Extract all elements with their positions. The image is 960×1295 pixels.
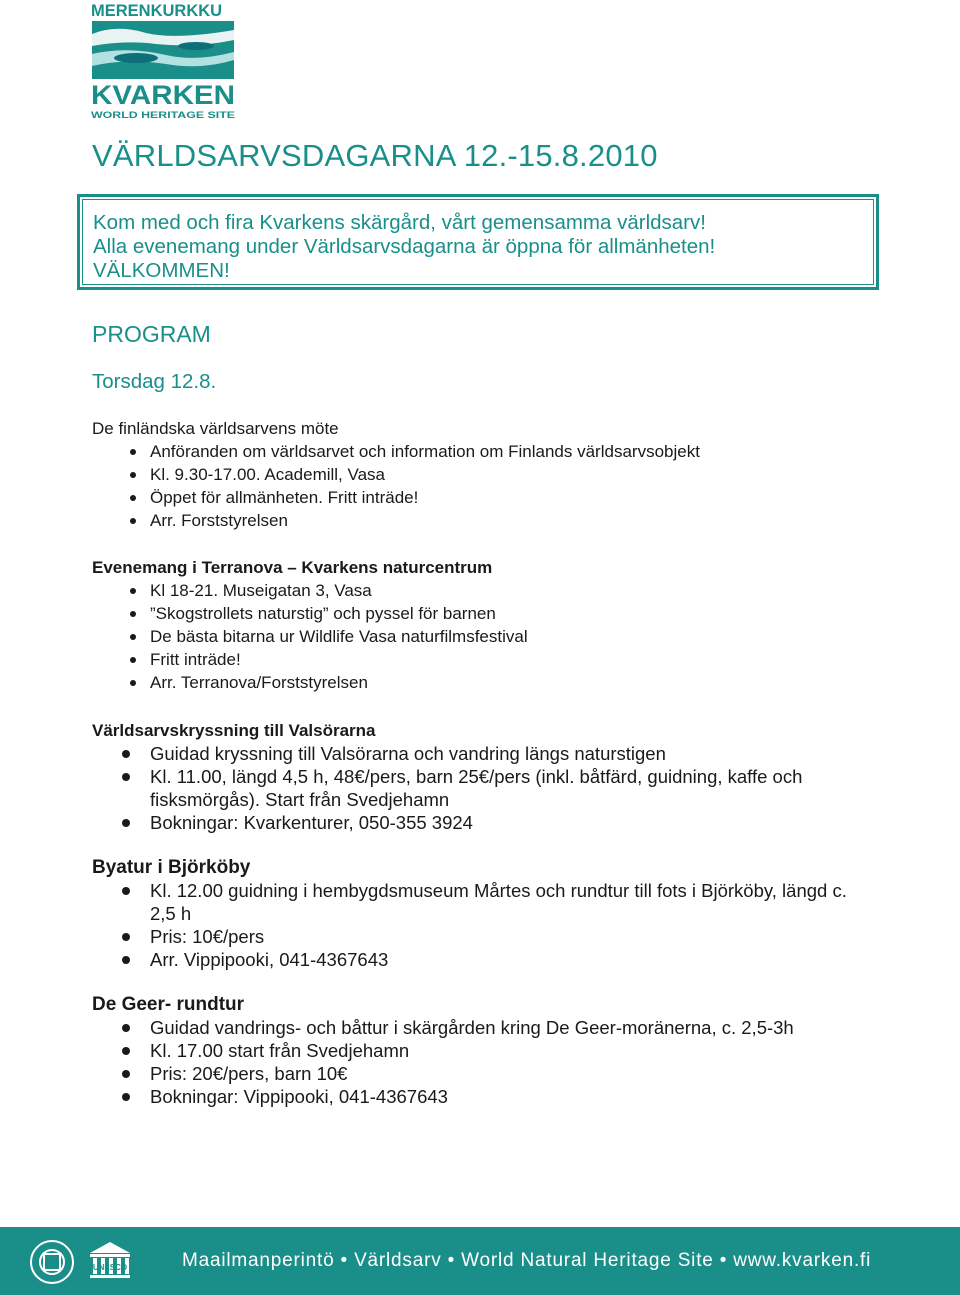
list-item: Anföranden om världsarvet och information om Finlands världsarvsobjekt (92, 440, 872, 463)
list-item: Pris: 10€/pers (92, 925, 872, 948)
list-item: Kl. 12.00 guidning i hembygdsmuseum Mårtes och rundtur till fots i Björköby, längd c. 2,5 h (92, 879, 872, 925)
section-list (92, 440, 872, 532)
list-item: Pris: 20€/pers, barn 10€ (92, 1062, 872, 1085)
list-item: De bästa bitarna ur Wildlife Vasa naturfilmsfestival (92, 625, 872, 648)
section-list (92, 879, 872, 971)
section-valsorarna-cruise (92, 719, 872, 834)
list-item: Fritt inträde! (92, 648, 872, 671)
day-heading: Torsdag 12.8. (92, 370, 217, 393)
list-item: Arr. Vippipooki, 041-4367643 (92, 948, 872, 971)
list-item: Öppet för allmänheten. Fritt inträde! (92, 486, 872, 509)
footer-text: Maailmanperintö • Världsarv • World Natural Heritage Site • www.kvarken.fi (182, 1250, 872, 1271)
list-item: Bokningar: Vippipooki, 041-4367643 (92, 1085, 872, 1108)
welcome-line-2: Alla evenemang under Världsarvsdagarna är öppna för allmänheten! (93, 235, 716, 258)
section-bjorkoby-tour (92, 856, 872, 971)
section-list (92, 742, 872, 834)
list-item: Guidad kryssning till Valsörarna och vandring längs naturstigen (92, 742, 872, 765)
welcome-line-1: Kom med och fira Kvarkens skärgård, vårt gemensamma världsarv! (93, 211, 706, 234)
section-title: De finländska världsarvens möte (92, 419, 339, 438)
kvarken-logo (86, 0, 241, 122)
section-world-heritage-meeting (92, 417, 872, 532)
program-heading: PROGRAM (92, 321, 211, 347)
unesco-label: UNESCO (92, 1263, 128, 1272)
list-item: Arr. Forststyrelsen (92, 509, 872, 532)
list-item: Bokningar: Kvarkenturer, 050-355 3924 (92, 811, 872, 834)
list-item: Kl. 17.00 start från Svedjehamn (92, 1039, 872, 1062)
list-item: Arr. Terranova/Forststyrelsen (92, 671, 872, 694)
logo-line3: WORLD HERITAGE SITE (91, 110, 235, 121)
welcome-box (77, 194, 879, 290)
section-title: Evenemang i Terranova – Kvarkens naturcentrum (92, 558, 493, 577)
page-title: VÄRLDSARVSDAGARNA 12.-15.8.2010 (92, 138, 658, 173)
section-list (92, 579, 872, 694)
section-list (92, 1016, 872, 1108)
logo-line1: MERENKURKKU (91, 2, 223, 20)
footer-banner (0, 1227, 960, 1295)
section-terranova (92, 556, 872, 694)
welcome-text (93, 211, 715, 283)
section-title: Byatur i Björköby (92, 857, 251, 878)
section-de-geer-tour (92, 993, 872, 1108)
list-item: Guidad vandrings- och båttur i skärgården kring De Geer-moränerna, c. 2,5-3h (92, 1016, 872, 1039)
list-item: ”Skogstrollets naturstig” och pyssel för barnen (92, 602, 872, 625)
list-item: Kl. 11.00, längd 4,5 h, 48€/pers, barn 25€/pers (inkl. båtfärd, guidning, kaffe och fisksmörgås). Start från Svedjehamn (92, 765, 872, 811)
logo-line2: KVARKEN (91, 80, 235, 110)
world-heritage-emblem-icon (31, 1241, 73, 1283)
section-title: De Geer- rundtur (92, 994, 245, 1015)
welcome-line-3: VÄLKOMMEN! (93, 259, 230, 282)
footer-emblems (28, 1237, 148, 1292)
list-item: Kl. 9.30-17.00. Academill, Vasa (92, 463, 872, 486)
section-title: Världsarvskryssning till Valsörarna (92, 721, 376, 740)
unesco-temple-icon (90, 1242, 130, 1278)
list-item: Kl 18-21. Museigatan 3, Vasa (92, 579, 872, 602)
